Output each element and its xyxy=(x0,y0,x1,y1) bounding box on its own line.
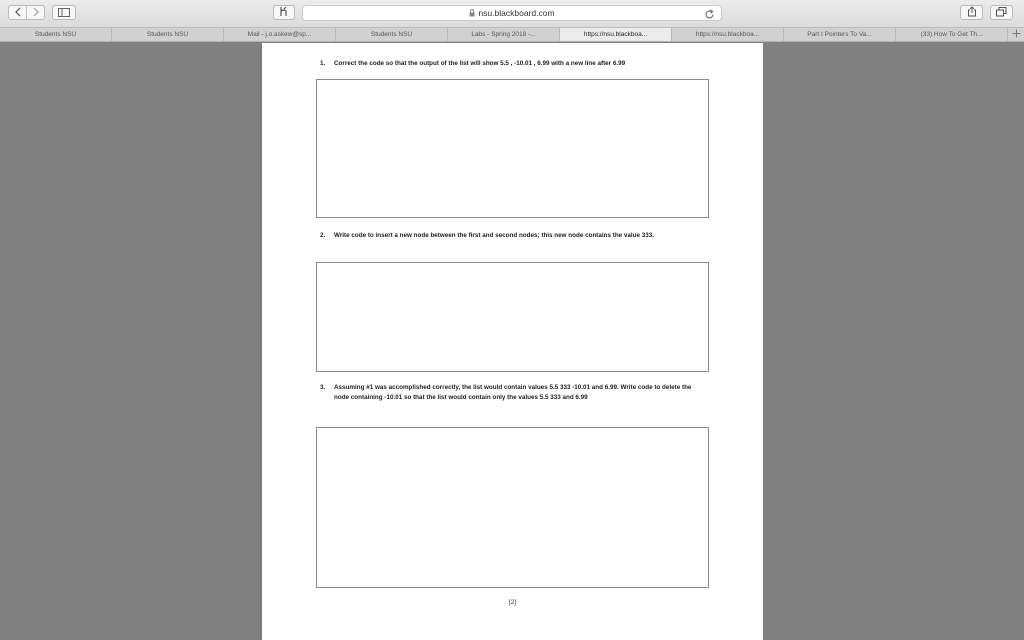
tab-mail[interactable] xyxy=(224,28,336,41)
tab-blackboard-active[interactable] xyxy=(560,28,672,41)
url-display xyxy=(303,6,721,20)
nav-buttons xyxy=(8,5,45,20)
tab-label: (33) How To Get Th... xyxy=(920,31,983,38)
back-button[interactable] xyxy=(9,6,26,19)
tab-label: Labs - Spring 2018 -... xyxy=(471,31,536,38)
question-text: Correct the code so that the output of the list will show 5.5 , -10.01 , 6.99 with a new line after 6.99 xyxy=(334,60,626,67)
tab-label: Students NSU xyxy=(146,31,189,38)
address-bar[interactable] xyxy=(302,5,722,21)
answer-box-1[interactable] xyxy=(316,79,709,218)
tab-label: Part I Pointers To Va... xyxy=(807,31,872,38)
forward-button[interactable] xyxy=(26,6,44,19)
tab-label: Students NSU xyxy=(34,31,77,38)
tabs-overview-icon xyxy=(996,4,1007,22)
extension-icon xyxy=(279,4,289,22)
extension-button[interactable] xyxy=(273,5,295,20)
tab-students-nsu-1[interactable] xyxy=(0,28,112,41)
page-number: [2] xyxy=(508,599,517,606)
tab-label: Students NSU xyxy=(370,31,413,38)
question-number: 2. xyxy=(320,232,326,239)
browser-toolbar xyxy=(0,0,1024,27)
tab-bar xyxy=(0,27,1024,42)
tab-label: Mail - j.o.askew@sp... xyxy=(247,31,312,38)
url-text: nsu.blackboard.com xyxy=(478,8,555,18)
question-text: Write code to insert a new node between the first and second nodes; this new node contains the value 333. xyxy=(334,232,655,239)
new-tab-button[interactable] xyxy=(1008,28,1024,41)
question-2 xyxy=(320,231,702,241)
tab-students-nsu-3[interactable] xyxy=(336,28,448,41)
chevron-left-icon xyxy=(14,4,22,22)
sidebar-icon xyxy=(58,4,70,22)
question-number: 1. xyxy=(320,60,326,67)
tab-blackboard[interactable] xyxy=(672,28,784,41)
tab-label: https://nsu.blackboa... xyxy=(695,31,760,38)
chevron-right-icon xyxy=(32,4,40,22)
document-page xyxy=(262,43,763,640)
question-number: 3. xyxy=(320,384,326,391)
reload-icon[interactable] xyxy=(704,7,715,25)
answer-box-2[interactable] xyxy=(316,262,709,372)
question-text: Assuming #1 was accomplished correctly, the list would contain values 5.5 333 -10.01 and 6.99. Write code to delete the node containing -10.01 so that the list would contain only the values 5.5 333 and 6.99 xyxy=(334,384,692,401)
answer-box-3[interactable] xyxy=(316,427,709,588)
tab-label: https://nsu.blackboa... xyxy=(583,31,648,38)
sidebar-button[interactable] xyxy=(52,5,76,20)
tab-labs[interactable] xyxy=(448,28,560,41)
tab-pointers[interactable] xyxy=(784,28,896,41)
tab-students-nsu-2[interactable] xyxy=(112,28,224,41)
share-icon xyxy=(967,4,977,22)
plus-icon xyxy=(1012,29,1021,41)
tab-video[interactable] xyxy=(896,28,1008,41)
lock-icon xyxy=(469,4,475,22)
share-button[interactable] xyxy=(960,5,983,20)
tabs-overview-button[interactable] xyxy=(990,5,1013,20)
question-3 xyxy=(320,383,702,402)
question-1 xyxy=(320,59,702,69)
